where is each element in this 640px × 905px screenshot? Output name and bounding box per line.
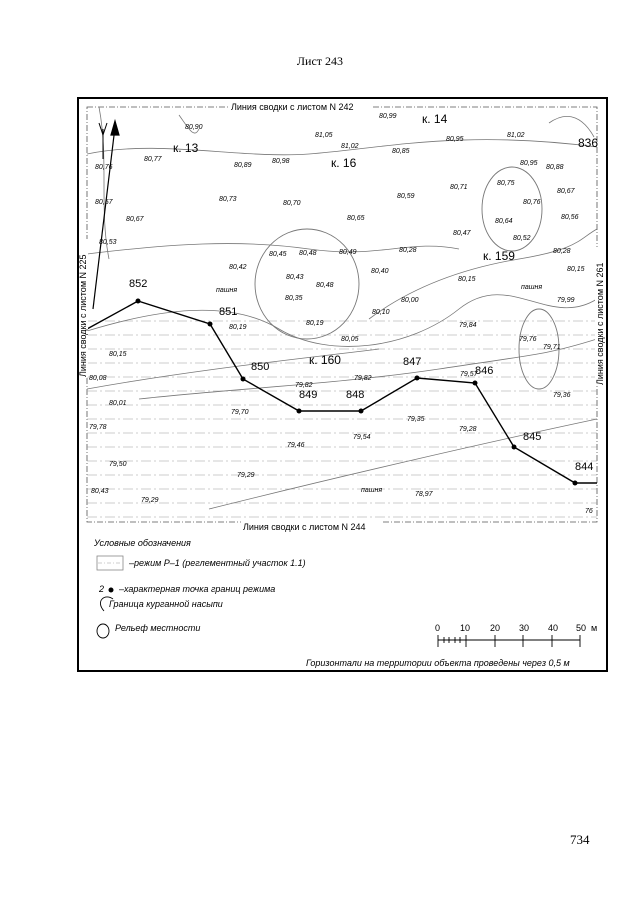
scale-tick-label: 10 bbox=[460, 623, 471, 633]
elevation-label: 79,84 bbox=[459, 322, 477, 329]
elevation-label: 79,54 bbox=[353, 434, 371, 441]
regime-zone-hatching bbox=[87, 321, 597, 517]
boundary-point-marker bbox=[297, 409, 302, 414]
boundary-point-marker bbox=[208, 322, 213, 327]
map-frame bbox=[77, 97, 608, 672]
elevation-label: 80,70 bbox=[283, 200, 301, 207]
elevation-label: 80,08 bbox=[89, 375, 107, 382]
boundary-point-label: 844 bbox=[575, 461, 594, 473]
scale-tick-label: 50 bbox=[576, 623, 587, 633]
elevation-label: 80,90 bbox=[185, 124, 203, 131]
elevation-label: 79,29 bbox=[141, 497, 159, 504]
elevation-label: 80,35 bbox=[285, 295, 303, 302]
field-label: пашня bbox=[216, 287, 238, 294]
elevation-label: 80,05 bbox=[341, 336, 359, 343]
elevation-label: 80,28 bbox=[553, 248, 571, 255]
boundary-point-marker bbox=[415, 376, 420, 381]
edge-label-right: Линия сводки с листом N 261 bbox=[595, 262, 605, 385]
boundary-point-marker bbox=[136, 299, 141, 304]
elevation-label: 80,64 bbox=[495, 218, 513, 225]
scale-tick-label: 30 bbox=[519, 623, 530, 633]
elevation-label: 80,19 bbox=[229, 324, 247, 331]
scale-tick-label: 20 bbox=[490, 623, 501, 633]
boundary-point-marker bbox=[573, 481, 578, 486]
elevation-label: 80,67 bbox=[126, 216, 144, 223]
elevation-label: 79,70 bbox=[231, 409, 249, 416]
edge-label-left: Линия сводки с листом N 225 bbox=[79, 254, 88, 377]
elevation-label: 80,76 bbox=[95, 164, 113, 171]
quarter-label: к. 160 bbox=[309, 353, 341, 367]
boundary-point-label: 852 bbox=[129, 278, 148, 290]
north-arrow bbox=[93, 121, 119, 309]
elevation-label: 76 bbox=[585, 508, 593, 515]
contour-interval-note: Горизонтали на территории объекта проведены через 0,5 м bbox=[306, 658, 570, 668]
elevation-label: 80,45 bbox=[269, 251, 287, 258]
elevation-label: 79,35 bbox=[407, 416, 425, 423]
elevation-label: 80,95 bbox=[446, 136, 464, 143]
legend bbox=[93, 538, 306, 638]
quarter-label: к. 14 bbox=[422, 112, 448, 126]
boundary-point-label: 848 bbox=[346, 389, 365, 401]
elevation-label: 80,65 bbox=[347, 215, 365, 222]
boundary-point-marker bbox=[241, 377, 246, 382]
elevation-label: 80,15 bbox=[109, 351, 127, 358]
scale-tick-label: 40 bbox=[548, 623, 559, 633]
elevation-label: 80,48 bbox=[299, 250, 317, 257]
elevation-label: 80,15 bbox=[458, 276, 476, 283]
boundary-point-marker bbox=[359, 409, 364, 414]
scale-unit: м bbox=[591, 623, 598, 633]
boundary-point-label: 849 bbox=[299, 389, 318, 401]
elevation-label: 79,82 bbox=[354, 375, 372, 382]
elevation-label: 79,78 bbox=[89, 424, 107, 431]
boundary-point-marker bbox=[512, 445, 517, 450]
elevation-label: 80,15 bbox=[567, 266, 585, 273]
boundary-point-label: 850 bbox=[251, 361, 270, 373]
elevation-label: 81,02 bbox=[341, 143, 359, 150]
edge-label-bottom: Линия сводки с листом N 244 bbox=[243, 522, 366, 532]
legend-title: Условные обозначения bbox=[94, 538, 191, 548]
legend-relief-icon bbox=[97, 624, 109, 638]
edge-label-top: Линия сводки с листом N 242 bbox=[231, 102, 354, 112]
boundary-point-marker bbox=[473, 381, 478, 386]
elevation-label: 80,00 bbox=[401, 297, 419, 304]
quarter-label: к. 16 bbox=[331, 156, 357, 170]
elevation-label: 80,75 bbox=[497, 180, 515, 187]
elevation-label: 80,85 bbox=[392, 148, 410, 155]
boundary-point-label: 845 bbox=[523, 431, 542, 443]
scale-tick-label: 0 bbox=[435, 623, 441, 633]
elevation-label: 80,48 bbox=[316, 282, 334, 289]
elevation-label: 79,57 bbox=[460, 371, 478, 378]
scale-bar bbox=[435, 623, 597, 647]
elevation-label: 79,36 bbox=[553, 392, 571, 399]
boundary-point-label: 846 bbox=[475, 365, 494, 377]
elevation-label: 80,99 bbox=[379, 113, 397, 120]
elevation-label: 80,42 bbox=[229, 264, 247, 271]
elevation-label: 80,40 bbox=[371, 268, 389, 275]
elevation-label: 80,73 bbox=[219, 196, 237, 203]
quarter-label: к. 13 bbox=[173, 141, 199, 155]
legend-item-symbol: 2 bbox=[99, 584, 105, 594]
legend-item-text: –характерная точка границ режима bbox=[119, 584, 276, 594]
elevation-label: 79,99 bbox=[557, 297, 575, 304]
elevation-label: 80,59 bbox=[397, 193, 415, 200]
elevation-label: 80,89 bbox=[234, 162, 252, 169]
quarter-label: 836 bbox=[578, 136, 599, 150]
elevation-label: 80,95 bbox=[520, 160, 538, 167]
elevation-label: 81,02 bbox=[507, 132, 525, 139]
elevation-label: 80,77 bbox=[144, 156, 162, 163]
legend-point-icon bbox=[109, 588, 114, 593]
elevation-label: 80,71 bbox=[450, 184, 468, 191]
elevation-label: 79,28 bbox=[459, 426, 477, 433]
elevation-label: 79,29 bbox=[237, 472, 255, 479]
elevation-label: 79,71 bbox=[543, 344, 561, 351]
elevation-label: 80,01 bbox=[109, 400, 127, 407]
field-label: пашня bbox=[361, 487, 383, 494]
elevation-label: 79,76 bbox=[519, 336, 537, 343]
elevation-label: 80,98 bbox=[272, 158, 290, 165]
elevation-label: 80,67 bbox=[557, 188, 575, 195]
elevation-label: 80,28 bbox=[399, 247, 417, 254]
elevation-label: 80,47 bbox=[453, 230, 471, 237]
elevation-label: 80,57 bbox=[95, 199, 113, 206]
elevation-marks bbox=[89, 113, 593, 515]
elevation-label: 80,56 bbox=[561, 214, 579, 221]
elevation-label: 80,52 bbox=[513, 235, 531, 242]
field-label: пашня bbox=[521, 284, 543, 291]
legend-item-text: Граница курганной насыпи bbox=[109, 599, 223, 609]
legend-item-text: –режим Р–1 (реглементный участок 1.1) bbox=[129, 558, 306, 568]
elevation-label: 80,49 bbox=[339, 249, 357, 256]
boundary-point-label: 847 bbox=[403, 356, 422, 368]
boundary-point-label: 851 bbox=[219, 306, 238, 318]
elevation-label: 80,19 bbox=[306, 320, 324, 327]
legend-item-text: Рельеф местности bbox=[115, 623, 201, 633]
elevation-label: 79,82 bbox=[295, 382, 313, 389]
elevation-label: 80,43 bbox=[91, 488, 109, 495]
elevation-label: 80,88 bbox=[546, 164, 564, 171]
page-header: Лист 243 bbox=[296, 54, 344, 68]
elevation-label: 80,10 bbox=[372, 309, 390, 316]
elevation-label: 80,53 bbox=[99, 239, 117, 246]
quarter-label: к. 159 bbox=[483, 249, 515, 263]
page-number: 734 bbox=[570, 832, 590, 847]
elevation-label: 80,76 bbox=[523, 199, 541, 206]
elevation-label: 81,05 bbox=[315, 132, 333, 139]
elevation-label: 80,43 bbox=[286, 274, 304, 281]
elevation-label: 78,97 bbox=[415, 491, 433, 498]
map-canvas bbox=[79, 99, 606, 670]
regime-boundary-line bbox=[87, 301, 597, 483]
elevation-label: 79,46 bbox=[287, 442, 305, 449]
elevation-label: 79,50 bbox=[109, 461, 127, 468]
